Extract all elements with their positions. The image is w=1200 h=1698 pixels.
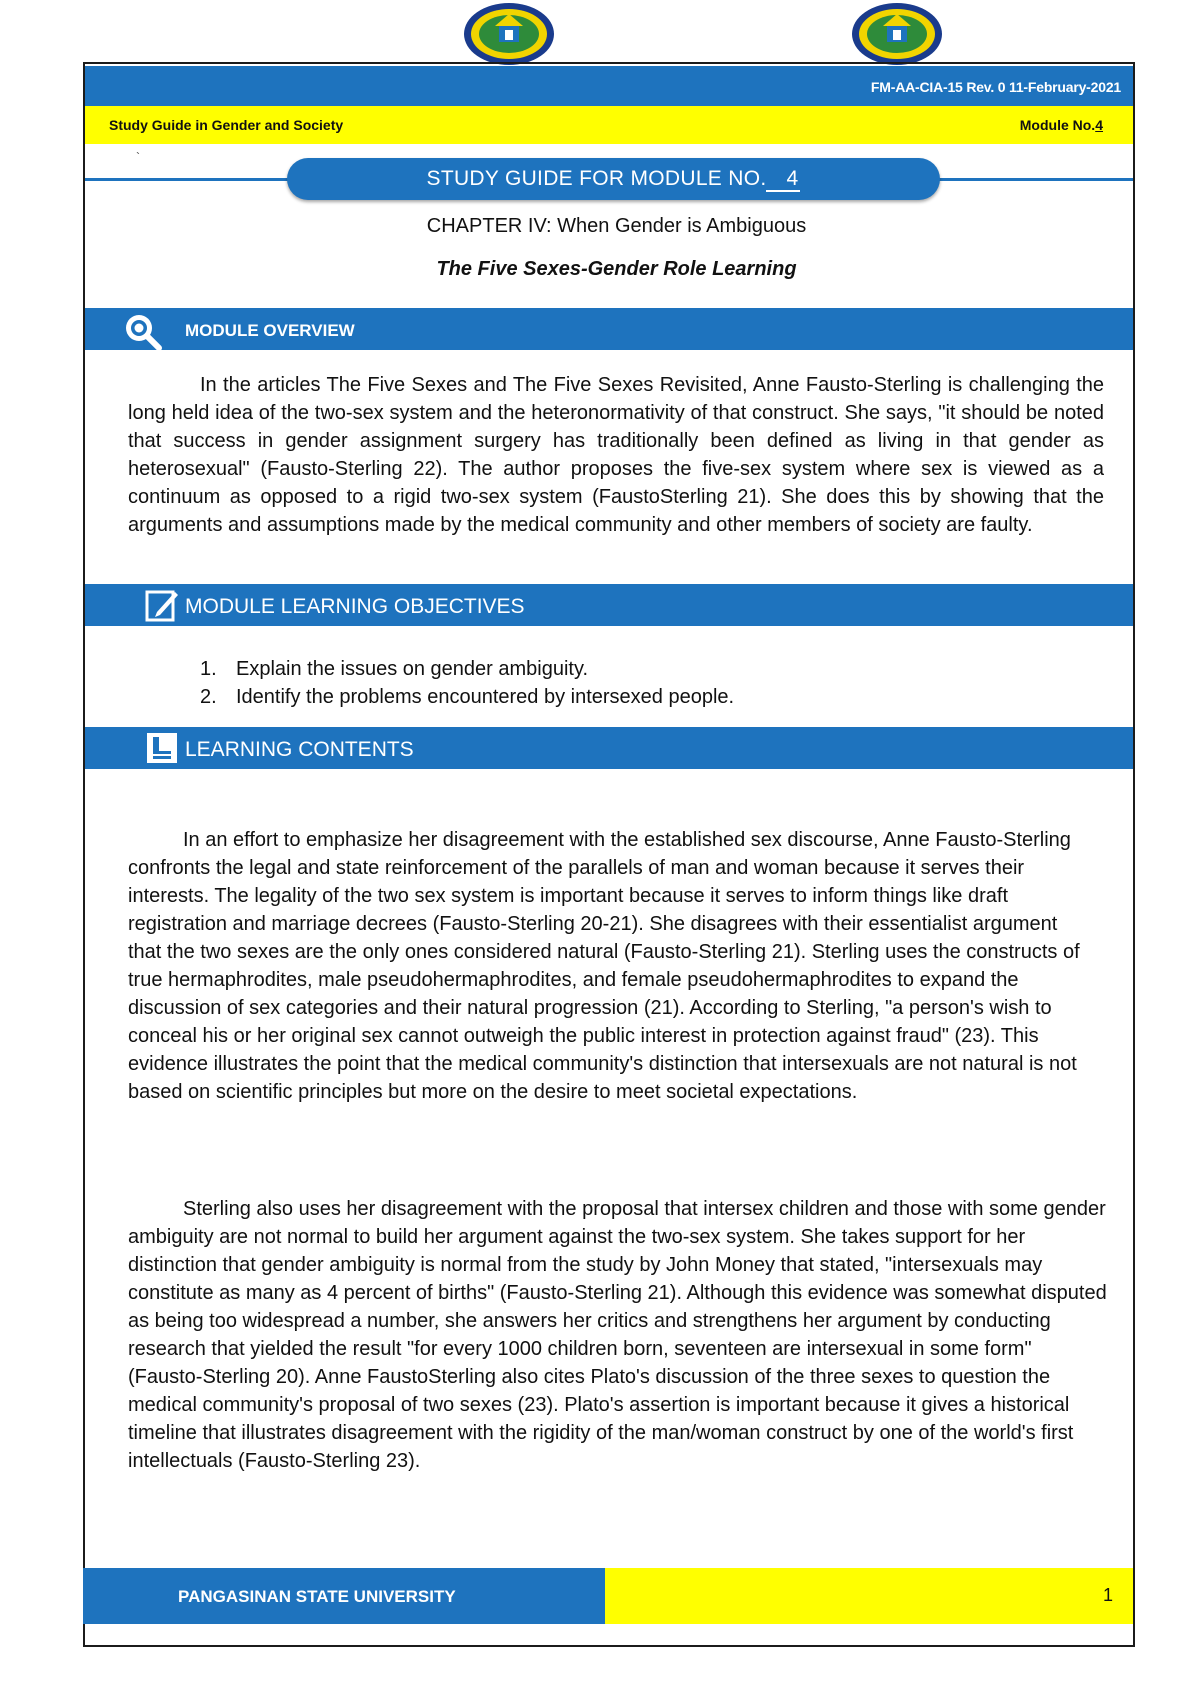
- page-number: 1: [1102, 1585, 1113, 1605]
- header-blue-bar: [85, 66, 1133, 106]
- footer-yellow-bar: [605, 1568, 1133, 1624]
- form-code: FM-AA-CIA-15 Rev. 0 11-February-2021: [870, 79, 1121, 95]
- study-guide-title: STUDY GUIDE FOR MODULE NO.: [426, 167, 767, 190]
- chapter-title: CHAPTER IV: When Gender is Ambiguous: [426, 215, 807, 237]
- learning-contents-heading: LEARNING CONTENTS: [185, 738, 414, 761]
- content-paragraph: Sterling also uses her disagreement with the proposal that intersex children and those with some gender ambiguity are not normal to build her argument against the two-sex system. She takes support for her distinction that gender ambiguity is normal from the study by John Money that stated, "intersexuals may constitute as many as 4 percent of births" (Fausto-Sterling 21). Although this evidence was somewhat disputed as being too widespread a number, she answers her critics and strengthens her argument by conducting research that yielded the result "for every 1000 children born, seventeen are intersexual in some form" (Fausto-Sterling 20). Anne FaustoSterling also cites Plato's discussion of the three sexes to question the medical community's proposal of two sexes (23). Plato's assertion is important because it gives a historical timeline that illustrates disagreement with the rigidity of the man/woman construct by one of the world's first intellectuals (Fausto-Sterling 23).: [128, 1198, 1107, 1472]
- course-title: Study Guide in Gender and Society: [109, 117, 344, 133]
- objectives-header: [85, 584, 1133, 626]
- content-paragraph: In an effort to emphasize her disagreement with the established sex discourse, Anne Fausto-Sterling confronts the legal and state reinforcement of the parallels of man and woman because it serves their interests. The legality of the two sex system is important because it serves to inform things like draft registration and marriage decrees (Fausto-Sterling 20-21). She disagrees with their essentialist argument that the two sexes are the only ones considered natural (Fausto-Sterling 21). Sterling uses the constructs of true hermaphrodites, male pseudohermaphrodites, and female pseudohermaphrodites to expand the discussion of sex categories and their natural progression (21). According to Sterling, "a person's wish to conceal his or her original sex cannot outweigh the public interest in protection against fraud" (23). This evidence illustrates the point that the medical community's distinction that intersexuals are not natural is not based on scientific principles but more on the desire to meet societal expectations.: [128, 829, 1080, 1103]
- module-overview-heading: MODULE OVERVIEW: [185, 321, 355, 340]
- objective-item: [200, 655, 734, 683]
- objective-text: Explain the issues on gender ambiguity.: [236, 658, 589, 680]
- magnifier-icon: [123, 312, 163, 350]
- objective-number: 2.: [200, 686, 217, 708]
- study-guide-number: 4: [766, 168, 800, 192]
- module-number: 4: [1095, 117, 1103, 133]
- module-overview-header: [85, 308, 1133, 350]
- objective-item: [200, 683, 734, 711]
- objective-number: 1.: [200, 658, 217, 680]
- module-label-text: Module No.: [1019, 117, 1096, 133]
- objectives-list: [200, 655, 734, 711]
- guide-line-right: [930, 178, 1133, 181]
- footer-blue-bar: [83, 1568, 605, 1624]
- document-icon: [145, 731, 179, 765]
- study-guide-banner: [287, 158, 940, 200]
- learning-contents-header: [85, 727, 1133, 769]
- module-number-label: [1020, 117, 1103, 133]
- edit-pencil-icon: [145, 588, 179, 622]
- objective-text: Identify the problems encountered by intersexed people.: [236, 686, 735, 708]
- university-seal-logo-right: [850, 2, 944, 66]
- stray-mark: `: [136, 150, 140, 164]
- chapter-subtitle: The Five Sexes-Gender Role Learning: [436, 258, 797, 280]
- header-yellow-bar: [85, 106, 1133, 144]
- objectives-heading: MODULE LEARNING OBJECTIVES: [185, 595, 525, 618]
- university-seal-logo-left: [462, 2, 556, 66]
- footer-university: PANGASINAN STATE UNIVERSITY: [178, 1587, 456, 1606]
- overview-paragraph: In the articles The Five Sexes and The Five Sexes Revisited, Anne Fausto-Sterling is challenging the long held idea of the two-sex system and the heteronormativity of that construct. She says, "it should be noted that success in gender assignment surgery has traditionally been defined as living in that gender as heterosexual" (Fausto-Sterling 22). The author proposes the five-sex system where sex is viewed as a continuum as opposed to a rigid two-sex system (FaustoSterling 21). She does this by showing that the arguments and assumptions made by the medical community and other members of society are faulty.: [128, 374, 1104, 536]
- guide-line-left: [85, 178, 295, 181]
